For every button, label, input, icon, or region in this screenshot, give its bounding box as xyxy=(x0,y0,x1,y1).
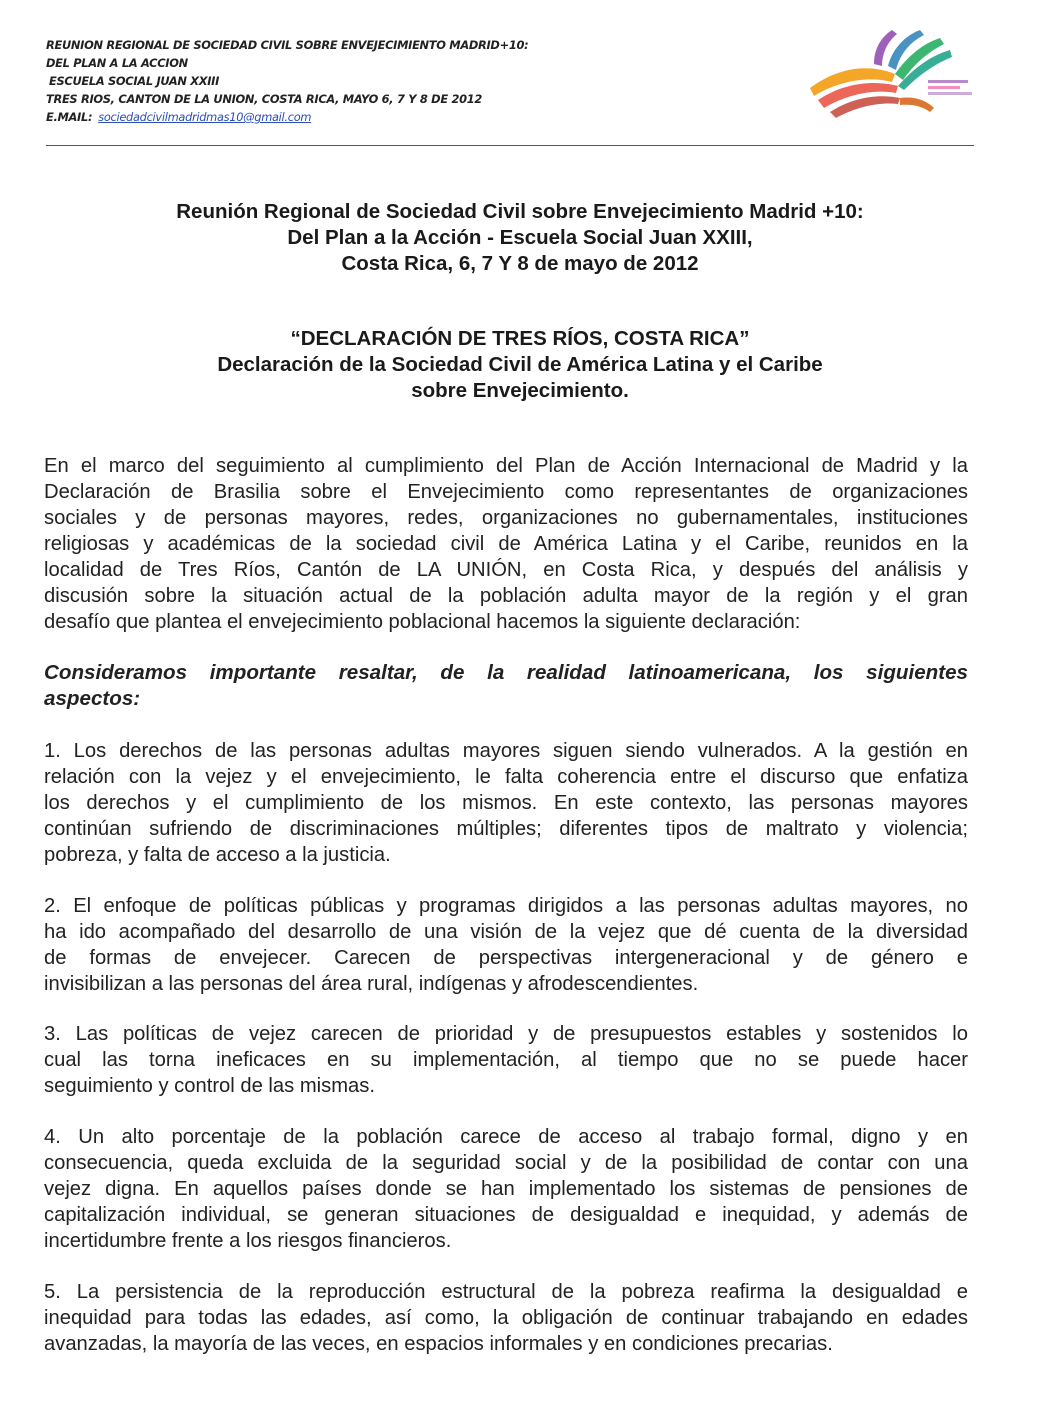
letterhead-line: REUNION REGIONAL DE SOCIEDAD CIVIL SOBRE ENVEJECIMIENTO MADRID+10: xyxy=(46,38,529,52)
text-line: capitalización individual, se generan situaciones de desigualdad e inequidad, y además de xyxy=(44,1204,968,1226)
text-line: En el marco del seguimiento al cumplimiento del Plan de Acción Internacional de Madrid y la xyxy=(44,455,968,477)
text-line: 3. Las políticas de vejez carecen de prioridad y de presupuestos estables y sostenidos lo xyxy=(44,1023,968,1045)
declaration-line: sobre Envejecimiento. xyxy=(411,379,629,402)
letterhead-line: TRES RIOS, CANTON DE LA UNION, COSTA RICA, MAYO 6, 7 Y 8 DE 2012 xyxy=(46,92,482,106)
point-3 xyxy=(44,1021,968,1099)
letterhead-line: DEL PLAN A LA ACCION xyxy=(46,56,188,70)
text-line: religiosas y académicas de la sociedad civil de América Latina y el Caribe, reunidos en la xyxy=(44,533,968,555)
text-line: 5. La persistencia de la reproducción estructural de la pobreza reafirma la desigualdad e xyxy=(44,1281,968,1303)
text-line: Declaración de Brasilia sobre el Envejecimiento como representantes de organizaciones xyxy=(44,481,968,503)
text-line: relación con la vejez y el envejecimiento, le falta coherencia entre el discurso que enfatiza xyxy=(44,766,968,788)
declaration-line: “DECLARACIÓN DE TRES RÍOS, COSTA RICA” xyxy=(290,327,750,350)
email-link[interactable]: sociedadcivilmadridmas10@gmail.com xyxy=(98,110,312,124)
text-line: avanzadas, la mayoría de las veces, en espacios informales y en condiciones precarias. xyxy=(44,1333,833,1355)
conference-logo xyxy=(800,26,975,126)
text-line: incertidumbre frente a los riesgos financieros. xyxy=(44,1230,452,1252)
text-line: los derechos y el cumplimiento de los mismos. En este contexto, las personas mayores xyxy=(44,792,968,814)
text-line: ha ido acompañado del desarrollo de una visión de la vejez que dé cuenta de la diversidad xyxy=(44,921,968,943)
point-4 xyxy=(44,1124,968,1254)
text-line: inequidad para todas las edades, así como, la obligación de continuar trabajando en edades xyxy=(44,1307,968,1329)
meeting-title xyxy=(40,199,1000,277)
declaration-line: Declaración de la Sociedad Civil de América Latina y el Caribe xyxy=(217,353,823,376)
email-label: E.MAIL: xyxy=(46,110,93,124)
text-line: vejez digna. En aquellos países donde se han implementado los sistemas de pensiones de xyxy=(44,1178,968,1200)
text-line: pobreza, y falta de acceso a la justicia. xyxy=(44,844,391,866)
text-line: consecuencia, queda excluida de la seguridad social y de la posibilidad de contar con una xyxy=(44,1152,968,1174)
title-line: Del Plan a la Acción - Escuela Social Juan XXIII, xyxy=(287,226,753,249)
text-line: sociales y de personas mayores, redes, organizaciones no gubernamentales, instituciones xyxy=(44,507,968,529)
subheading-line: aspectos: xyxy=(44,687,141,710)
text-line: 4. Un alto porcentaje de la población carece de acceso al trabajo formal, digno y en xyxy=(44,1126,968,1148)
text-line: de formas de envejecer. Carecen de perspectivas intergeneracional y de género e xyxy=(44,947,968,969)
intro-paragraph xyxy=(44,453,968,635)
section-subheading xyxy=(44,660,968,712)
subheading-line: Consideramos importante resaltar, de la realidad latinoamericana, los siguientes xyxy=(44,661,968,684)
title-line: Reunión Regional de Sociedad Civil sobre Envejecimiento Madrid +10: xyxy=(176,200,864,223)
text-line: invisibilizan a las personas del área rural, indígenas y afrodescendientes. xyxy=(44,973,699,995)
header-divider xyxy=(46,145,974,146)
text-line: cual las torna ineficaces en su implementación, al tiempo que no se puede hacer xyxy=(44,1049,968,1071)
hands-logo-icon xyxy=(810,30,972,118)
text-line: localidad de Tres Ríos, Cantón de LA UNIÓN, en Costa Rica, y después del análisis y xyxy=(44,559,968,581)
declaration-title xyxy=(40,326,1000,404)
text-line: desafío que plantea el envejecimiento poblacional hacemos la siguiente declaración: xyxy=(44,611,801,633)
point-5 xyxy=(44,1279,968,1357)
text-line: 1. Los derechos de las personas adultas mayores siguen siendo vulnerados. A la gestión en xyxy=(44,740,968,762)
text-line: 2. El enfoque de políticas públicas y programas dirigidos a las personas adultas mayores, no xyxy=(44,895,968,917)
text-line: discusión sobre la situación actual de la población adulta mayor de la región y el gran xyxy=(44,585,968,607)
text-line: seguimiento y control de las mismas. xyxy=(44,1075,375,1097)
letterhead xyxy=(46,36,606,126)
point-1 xyxy=(44,738,968,868)
point-2 xyxy=(44,893,968,997)
letterhead-email-line xyxy=(46,108,606,126)
title-line: Costa Rica, 6, 7 Y 8 de mayo de 2012 xyxy=(341,252,699,275)
text-line: continúan sufriendo de discriminaciones múltiples; diferentes tipos de maltrato y violencia; xyxy=(44,818,968,840)
letterhead-line: ESCUELA SOCIAL JUAN XXIII xyxy=(49,74,220,88)
